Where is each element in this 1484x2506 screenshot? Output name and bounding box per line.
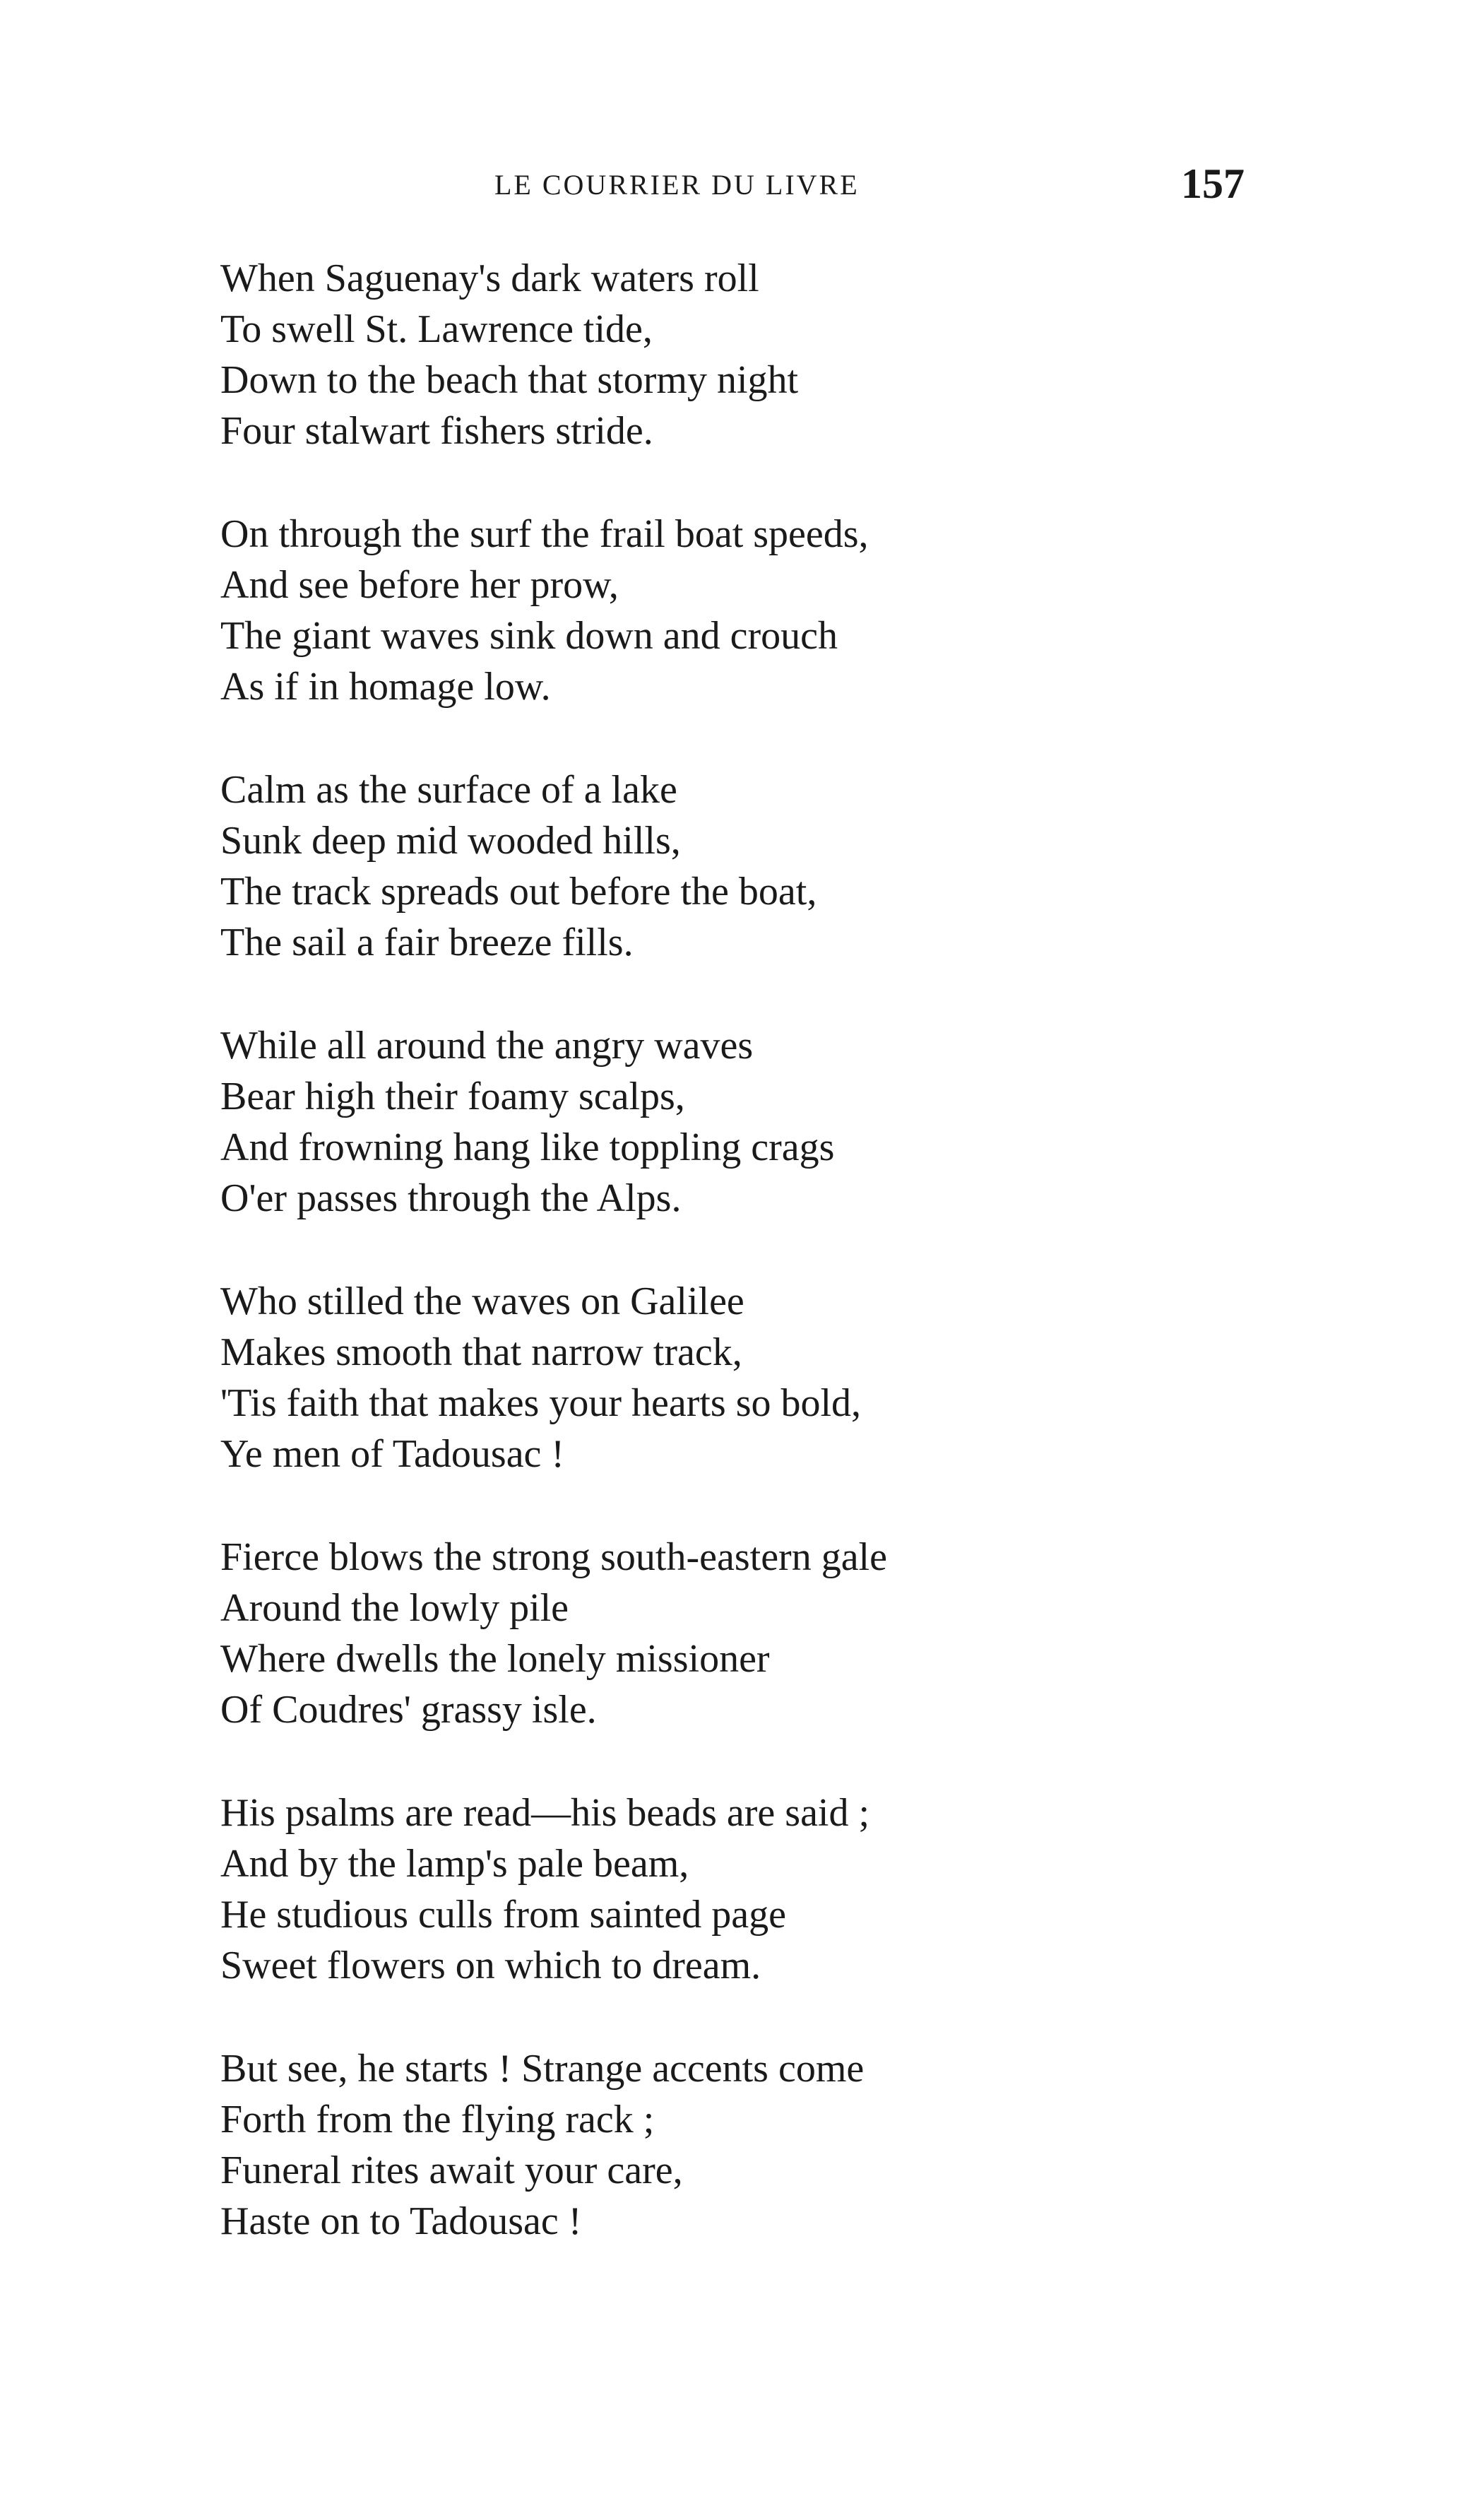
stanza-5 — [220, 1276, 1421, 1479]
stanza-1 — [220, 253, 1421, 456]
poem-line: Calm as the surface of a lake — [220, 768, 677, 812]
poem — [220, 253, 1421, 2299]
poem-line: And see before her prow, — [220, 563, 619, 607]
poem-line: The sail a fair breeze fills. — [220, 921, 634, 964]
poem-line: Around the lowly pile — [220, 1586, 569, 1630]
poem-line: Of Coudres' grassy isle. — [220, 1688, 597, 1732]
poem-line: Four stalwart fishers stride. — [220, 409, 653, 453]
poem-line: When Saguenay's dark waters roll — [220, 256, 759, 300]
page-number: 157 — [1181, 160, 1245, 207]
poem-line: Fierce blows the strong south-eastern gale — [220, 1535, 887, 1579]
running-title: LE COURRIER DU LIVRE — [494, 169, 860, 201]
stanza-7 — [220, 1787, 1421, 1991]
poem-line: While all around the angry waves — [220, 1024, 754, 1068]
poem-line: Sunk deep mid wooded hills, — [220, 819, 681, 863]
poem-line: On through the surf the frail boat speeds, — [220, 512, 869, 556]
poem-line: Makes smooth that narrow track, — [220, 1330, 742, 1374]
poem-line: Where dwells the lonely missioner — [220, 1637, 770, 1681]
poem-line: And by the lamp's pale beam, — [220, 1842, 689, 1886]
poem-line: But see, he starts ! Strange accents come — [220, 2047, 865, 2091]
poem-line: Haste on to Tadousac ! — [220, 2199, 582, 2243]
poem-line: Forth from the flying rack ; — [220, 2098, 655, 2141]
poem-line: 'Tis faith that makes your hearts so bold, — [220, 1381, 862, 1425]
stanza-4 — [220, 1020, 1421, 1224]
poem-line: Down to the beach that stormy night — [220, 358, 799, 402]
stanza-8 — [220, 2043, 1421, 2247]
poem-line: And frowning hang like toppling crags — [220, 1125, 835, 1169]
poem-line: He studious culls from sainted page — [220, 1893, 786, 1937]
stanza-2 — [220, 509, 1421, 712]
poem-line: Bear high their foamy scalps, — [220, 1075, 685, 1118]
poem-line: O'er passes through the Alps. — [220, 1176, 682, 1220]
poem-line: Sweet flowers on which to dream. — [220, 1944, 761, 1987]
poem-line: As if in homage low. — [220, 665, 551, 709]
poem-line: His psalms are read—his beads are said ; — [220, 1791, 870, 1835]
poem-line: The track spreads out before the boat, — [220, 870, 817, 914]
poem-line: Funeral rites await your care, — [220, 2149, 683, 2192]
stanza-3 — [220, 764, 1421, 968]
stanza-6 — [220, 1532, 1421, 1735]
poem-line: Who stilled the waves on Galilee — [220, 1279, 744, 1323]
poem-line: The giant waves sink down and crouch — [220, 614, 838, 658]
poem-line: Ye men of Tadousac ! — [220, 1432, 565, 1476]
poem-line: To swell St. Lawrence tide, — [220, 307, 653, 351]
